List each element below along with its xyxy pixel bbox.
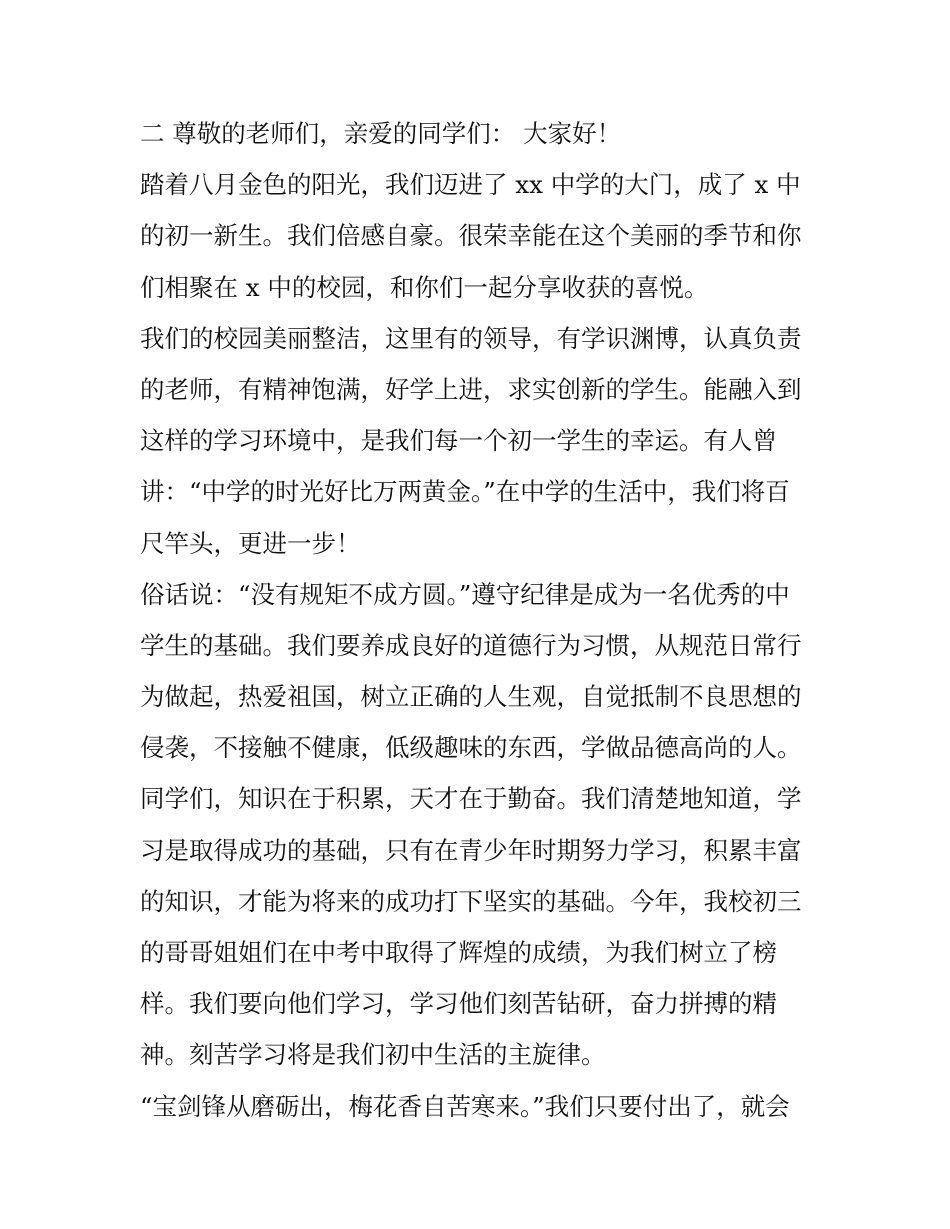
- text-line: “宝剑锋从磨砺出，梅花香自苦寒来。”我们只要付出了，就会: [140, 1091, 790, 1121]
- text-line: 习是取得成功的基础，只有在青少年时期努力学习，积累丰富: [140, 835, 802, 865]
- text-line: 踏着八月金色的阳光，我们迈进了 xx 中学的大门，成了 x 中: [140, 170, 801, 200]
- text-line: 的知识，才能为将来的成功打下坚实的基础。今年，我校初三: [140, 886, 802, 916]
- text-line: 的初一新生。我们倍感自豪。很荣幸能在这个美丽的季节和你: [140, 221, 802, 251]
- text-line: 这样的学习环境中，是我们每一个初一学生的幸运。有人曾: [140, 426, 777, 456]
- text-line: 的老师，有精神饱满，好学上进，求实创新的学生。能融入到: [140, 374, 802, 404]
- text-line: 们相聚在 x 中的校园，和你们一起分享收获的喜悦。: [140, 272, 709, 302]
- text-line: 的哥哥姐姐们在中考中取得了辉煌的成绩，为我们树立了榜: [140, 938, 777, 967]
- text-line: 讲：“中学的时光好比万两黄金。”在中学的生活中，我们将百: [140, 477, 790, 507]
- speech-text: [140, 108, 820, 1132]
- text-line: 俗话说：“没有规矩不成方圆。”遵守纪律是成为一名优秀的中: [140, 579, 790, 609]
- text-line: 尺竿头，更进一步！: [140, 528, 361, 558]
- text-line: 侵袭，不接触不健康，低级趣味的东西，学做品德高尚的人。: [140, 733, 802, 763]
- text-line: 为做起，热爱祖国，树立正确的人生观，自觉抵制不良思想的: [140, 682, 802, 712]
- text-line: 神。刻苦学习将是我们初中生活的主旋律。: [140, 1040, 606, 1070]
- text-line: 同学们，知识在于积累，天才在于勤奋。我们清楚地知道，学: [140, 784, 802, 814]
- text-line: 样。我们要向他们学习，学习他们刻苦钻研，奋力拼搏的精: [140, 989, 777, 1019]
- text-line: 学生的基础。我们要养成良好的道德行为习惯，从规范日常行: [140, 630, 802, 660]
- text-line: 二 尊敬的老师们，亲爱的同学们： 大家好！: [140, 119, 622, 148]
- text-line: 我们的校园美丽整洁，这里有的领导，有学识渊博，认真负责: [140, 323, 802, 353]
